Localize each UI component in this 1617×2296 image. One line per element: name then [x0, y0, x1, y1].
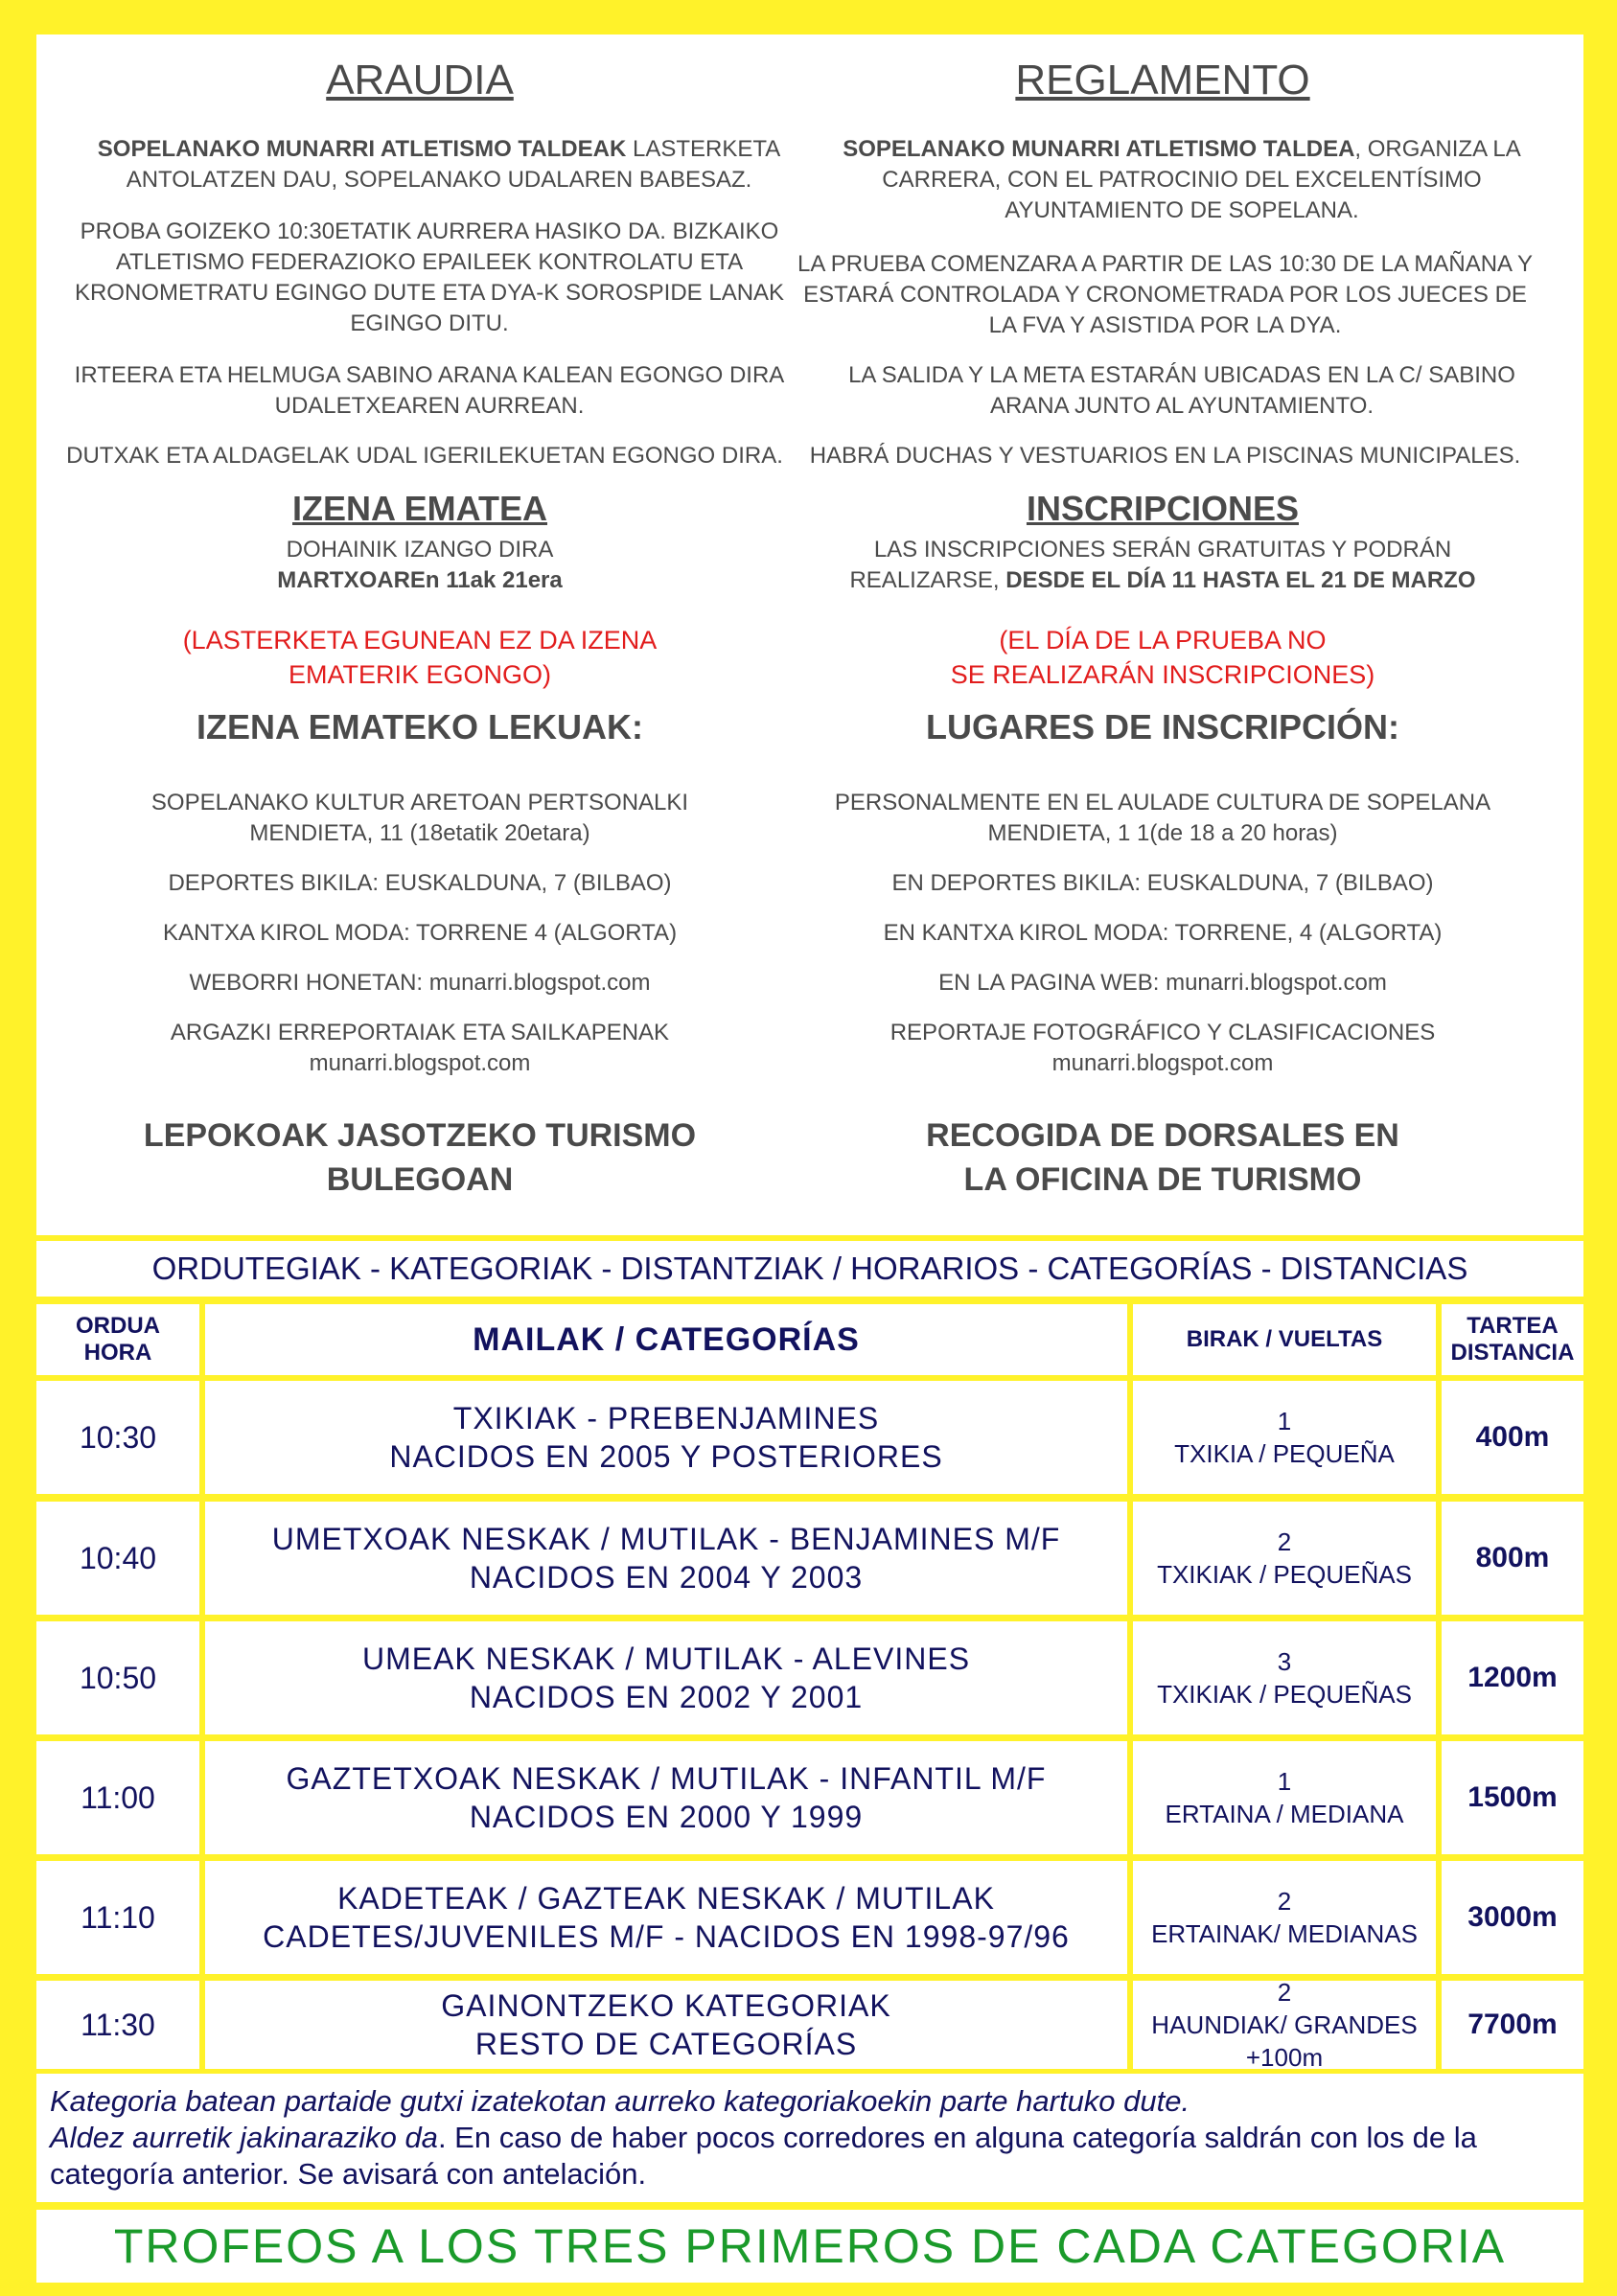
left-place5a: ARGAZKI ERREPORTAIAK ETA SAILKAPENAK [170, 1020, 670, 1045]
row-laps [1133, 1861, 1436, 1974]
time-value: 11:00 [81, 1779, 155, 1815]
row-distance [1442, 1381, 1583, 1494]
laps-type: HAUNDIAK/ GRANDES [1151, 2010, 1418, 2039]
time-value: 10:30 [79, 1419, 157, 1455]
row-category [205, 1621, 1127, 1734]
right-para-3: LA SALIDA Y LA META ESTARÁN UBICADAS EN LA C/ SABINO ARANA JUNTO AL AYUNTAMIENTO. [848, 362, 1515, 419]
category-years: NACIDOS EN 2000 Y 1999 [469, 1800, 864, 1834]
laps-count: 2 [1277, 1527, 1292, 1556]
schedule-note: Kategoria batean partaide gutxi izatekotan aurreko kategoriakoekin parte hartuko dute. Aldez aurretik jakinaraziko da. En caso de haber pocos corredores en alguna categoría saldrán con los de la categoría anterior. Se avisará con antelación. [36, 2074, 1583, 2202]
category-years: NACIDOS EN 2004 Y 2003 [469, 1560, 864, 1595]
category-line: GAZTETXOAK NESKAK / MUTILAK - INFANTIL M/F [286, 1761, 1047, 1796]
right-title: REGLAMENTO [1015, 57, 1310, 103]
left-pickup-line2: BULEGOAN [326, 1161, 514, 1198]
left-place4: WEBORRI HONETAN: munarri.blogspot.com [189, 970, 651, 996]
right-para-4: HABRÁ DUCHAS Y VESTUARIOS EN LA PISCINAS MUNICIPALES. [809, 443, 1521, 469]
time-value: 10:40 [79, 1540, 157, 1575]
row-category [205, 1981, 1127, 2069]
right-place5a: REPORTAJE FOTOGRÁFICO Y CLASIFICACIONES [889, 1020, 1436, 1045]
left-column [36, 34, 803, 1198]
laps-count: 1 [1277, 1407, 1292, 1435]
left-registration-line1: DOHAINIK IZANGO DIRA [286, 537, 554, 563]
category-years: NACIDOS EN 2002 Y 2001 [469, 1680, 864, 1714]
row-laps [1133, 1381, 1436, 1494]
row-category [205, 1861, 1127, 1974]
distance-value: 800m [1475, 1542, 1550, 1573]
laps-count: 2 [1277, 1978, 1292, 2007]
category-line: TXIKIAK - PREBENJAMINES [452, 1401, 880, 1435]
right-place1b: MENDIETA, 1 1(de 18 a 20 horas) [987, 820, 1338, 846]
right-registration-title: INSCRIPCIONES [1026, 489, 1300, 528]
row-laps [1133, 1741, 1436, 1854]
left-warning-line1: (LASTERKETA EGUNEAN EZ DA IZENA [182, 626, 658, 654]
right-pickup-line2: LA OFICINA DE TURISMO [963, 1161, 1362, 1198]
right-para-2: LA PRUEBA COMENZARA A PARTIR DE LAS 10:30 DE LA MAÑANA Y ESTARÁ CONTROLADA Y CRONOMETRADA POR LOS JUECES DE LA FVA Y ASISTIDA POR LA DYA. [797, 251, 1533, 338]
category-line: UMETXOAK NESKAK / MUTILAK - BENJAMINES M/F [271, 1522, 1061, 1556]
row-time [36, 1621, 199, 1734]
row-time [36, 1861, 199, 1974]
left-places-title: IZENA EMATEKO LEKUAK: [196, 707, 643, 746]
left-para-2: PROBA GOIZEKO 10:30ETATIK AURRERA HASIKO DA. BIZKAIKO ATLETISMO FEDERAZIOKO EPAILEEK KONTROLATU ETA KRONOMETRATU EGINGO DUTE ETA DYA-K SOROSPIDE LANAK EGINGO DITU. [74, 218, 785, 336]
right-place2: EN DEPORTES BIKILA: EUSKALDUNA, 7 (BILBAO) [891, 870, 1434, 896]
right-place5b: munarri.blogspot.com [1051, 1050, 1274, 1076]
header-distance: TARTEA DISTANCIA [1442, 1304, 1583, 1375]
left-registration-dates: MARTXOAREn 11ak 21era [277, 567, 563, 593]
left-para-1: SOPELANAKO MUNARRI ATLETISMO TALDEAK LASTERKETA ANTOLATZEN DAU, SOPELANAKO UDALAREN BABESAZ. [97, 136, 781, 193]
left-place1b: MENDIETA, 11 (18etatik 20etara) [249, 820, 590, 846]
left-place3: KANTXA KIROL MODA: TORRENE 4 (ALGORTA) [162, 920, 678, 946]
laps-type: TXIKIAK / PEQUEÑAS [1157, 1680, 1412, 1709]
category-years: NACIDOS EN 2005 Y POSTERIORES [389, 1439, 943, 1474]
right-warning-line1: (EL DÍA DE LA PRUEBA NO [999, 626, 1327, 654]
row-time [36, 1381, 199, 1494]
row-distance [1442, 1981, 1583, 2069]
right-place4: EN LA PAGINA WEB: munarri.blogspot.com [938, 970, 1387, 996]
left-place1a: SOPELANAKO KULTUR ARETOAN PERTSONALKI [150, 790, 689, 815]
header-laps: BIRAK / VUELTAS [1133, 1304, 1436, 1375]
laps-type: TXIKIA / PEQUEÑA [1174, 1439, 1395, 1468]
left-warning-line2: EMATERIK EGONGO) [288, 660, 552, 689]
row-time [36, 1502, 199, 1615]
right-registration-line1: LAS INSCRIPCIONES SERÁN GRATUITAS Y PODRÁN [873, 537, 1452, 563]
left-place5b: munarri.blogspot.com [309, 1050, 531, 1076]
laps-count: 2 [1277, 1887, 1292, 1916]
category-years: RESTO DE CATEGORÍAS [474, 2027, 858, 2061]
right-warning-line2: SE REALIZARÁN INSCRIPCIONES) [950, 660, 1375, 689]
row-time [36, 1981, 199, 2069]
schedule-section [36, 1235, 1583, 2273]
trophy-banner: TROFEOS A LOS TRES PRIMEROS DE CADA CATEGORIA [36, 2210, 1583, 2283]
right-column [779, 34, 1546, 1198]
header-category: MAILAK / CATEGORÍAS [205, 1304, 1127, 1375]
left-pickup-line1: LEPOKOAK JASOTZEKO TURISMO [143, 1117, 697, 1154]
poster-frame [36, 34, 1583, 2273]
right-registration-dates: REALIZARSE, DESDE EL DÍA 11 HASTA EL 21 DE MARZO [849, 567, 1476, 593]
left-registration-title: IZENA EMATEA [292, 489, 547, 528]
left-para-3: IRTEERA ETA HELMUGA SABINO ARANA KALEAN EGONGO DIRA UDALETXEAREN AURREAN. [74, 362, 785, 419]
row-category [205, 1741, 1127, 1854]
left-title: ARAUDIA [326, 57, 514, 103]
row-laps [1133, 1502, 1436, 1615]
time-value: 11:10 [81, 1899, 155, 1935]
right-place1a: PERSONALMENTE EN EL AULADE CULTURA DE SOPELANA [834, 790, 1491, 815]
row-category [205, 1502, 1127, 1615]
left-para-4: DUTXAK ETA ALDAGELAK UDAL IGERILEKUETAN EGONGO DIRA. [66, 443, 783, 469]
laps-type: TXIKIAK / PEQUEÑAS [1157, 1560, 1412, 1589]
row-distance [1442, 1861, 1583, 1974]
distance-value: 1200m [1467, 1662, 1558, 1693]
category-line: UMEAK NESKAK / MUTILAK - ALEVINES [361, 1642, 971, 1676]
distance-value: 3000m [1467, 1901, 1558, 1933]
laps-count: 3 [1277, 1647, 1292, 1676]
schedule-heading: ORDUTEGIAK - KATEGORIAK - DISTANTZIAK / HORARIOS - CATEGORÍAS - DISTANCIAS [36, 1241, 1583, 1297]
row-laps [1133, 1621, 1436, 1734]
distance-value: 1500m [1467, 1781, 1558, 1813]
category-years: CADETES/JUVENILES M/F - NACIDOS EN 1998-97/96 [263, 1919, 1070, 1954]
right-place3: EN KANTXA KIROL MODA: TORRENE, 4 (ALGORTA) [883, 920, 1443, 946]
right-para-1: SOPELANAKO MUNARRI ATLETISMO TALDEA, ORGANIZA LA CARRERA, CON EL PATROCINIO DEL EXCELENTÍSIMO AYUNTAMIENTO DE SOPELANA. [843, 136, 1521, 223]
distance-value: 400m [1475, 1421, 1550, 1453]
left-place2: DEPORTES BIKILA: EUSKALDUNA, 7 (BILBAO) [168, 870, 672, 896]
row-laps [1133, 1978, 1436, 2072]
header-time: ORDUA HORA [36, 1304, 199, 1375]
laps-type: ERTAINA / MEDIANA [1165, 1800, 1404, 1828]
distance-value: 7700m [1467, 2009, 1558, 2040]
row-time [36, 1741, 199, 1854]
row-category [205, 1381, 1127, 1494]
right-pickup-line1: RECOGIDA DE DORSALES EN [926, 1117, 1399, 1154]
right-places-title: LUGARES DE INSCRIPCIÓN: [925, 707, 1400, 746]
category-line: KADETEAK / GAZTEAK NESKAK / MUTILAK [337, 1881, 995, 1916]
row-distance [1442, 1621, 1583, 1734]
time-value: 10:50 [79, 1660, 157, 1695]
category-line: GAINONTZEKO KATEGORIAK [441, 1988, 891, 2023]
laps-count: 1 [1277, 1767, 1292, 1796]
row-distance [1442, 1502, 1583, 1615]
laps-extra: +100m [1245, 2043, 1324, 2072]
laps-type: ERTAINAK/ MEDIANAS [1151, 1919, 1418, 1948]
row-distance [1442, 1741, 1583, 1854]
time-value: 11:30 [81, 2007, 155, 2042]
